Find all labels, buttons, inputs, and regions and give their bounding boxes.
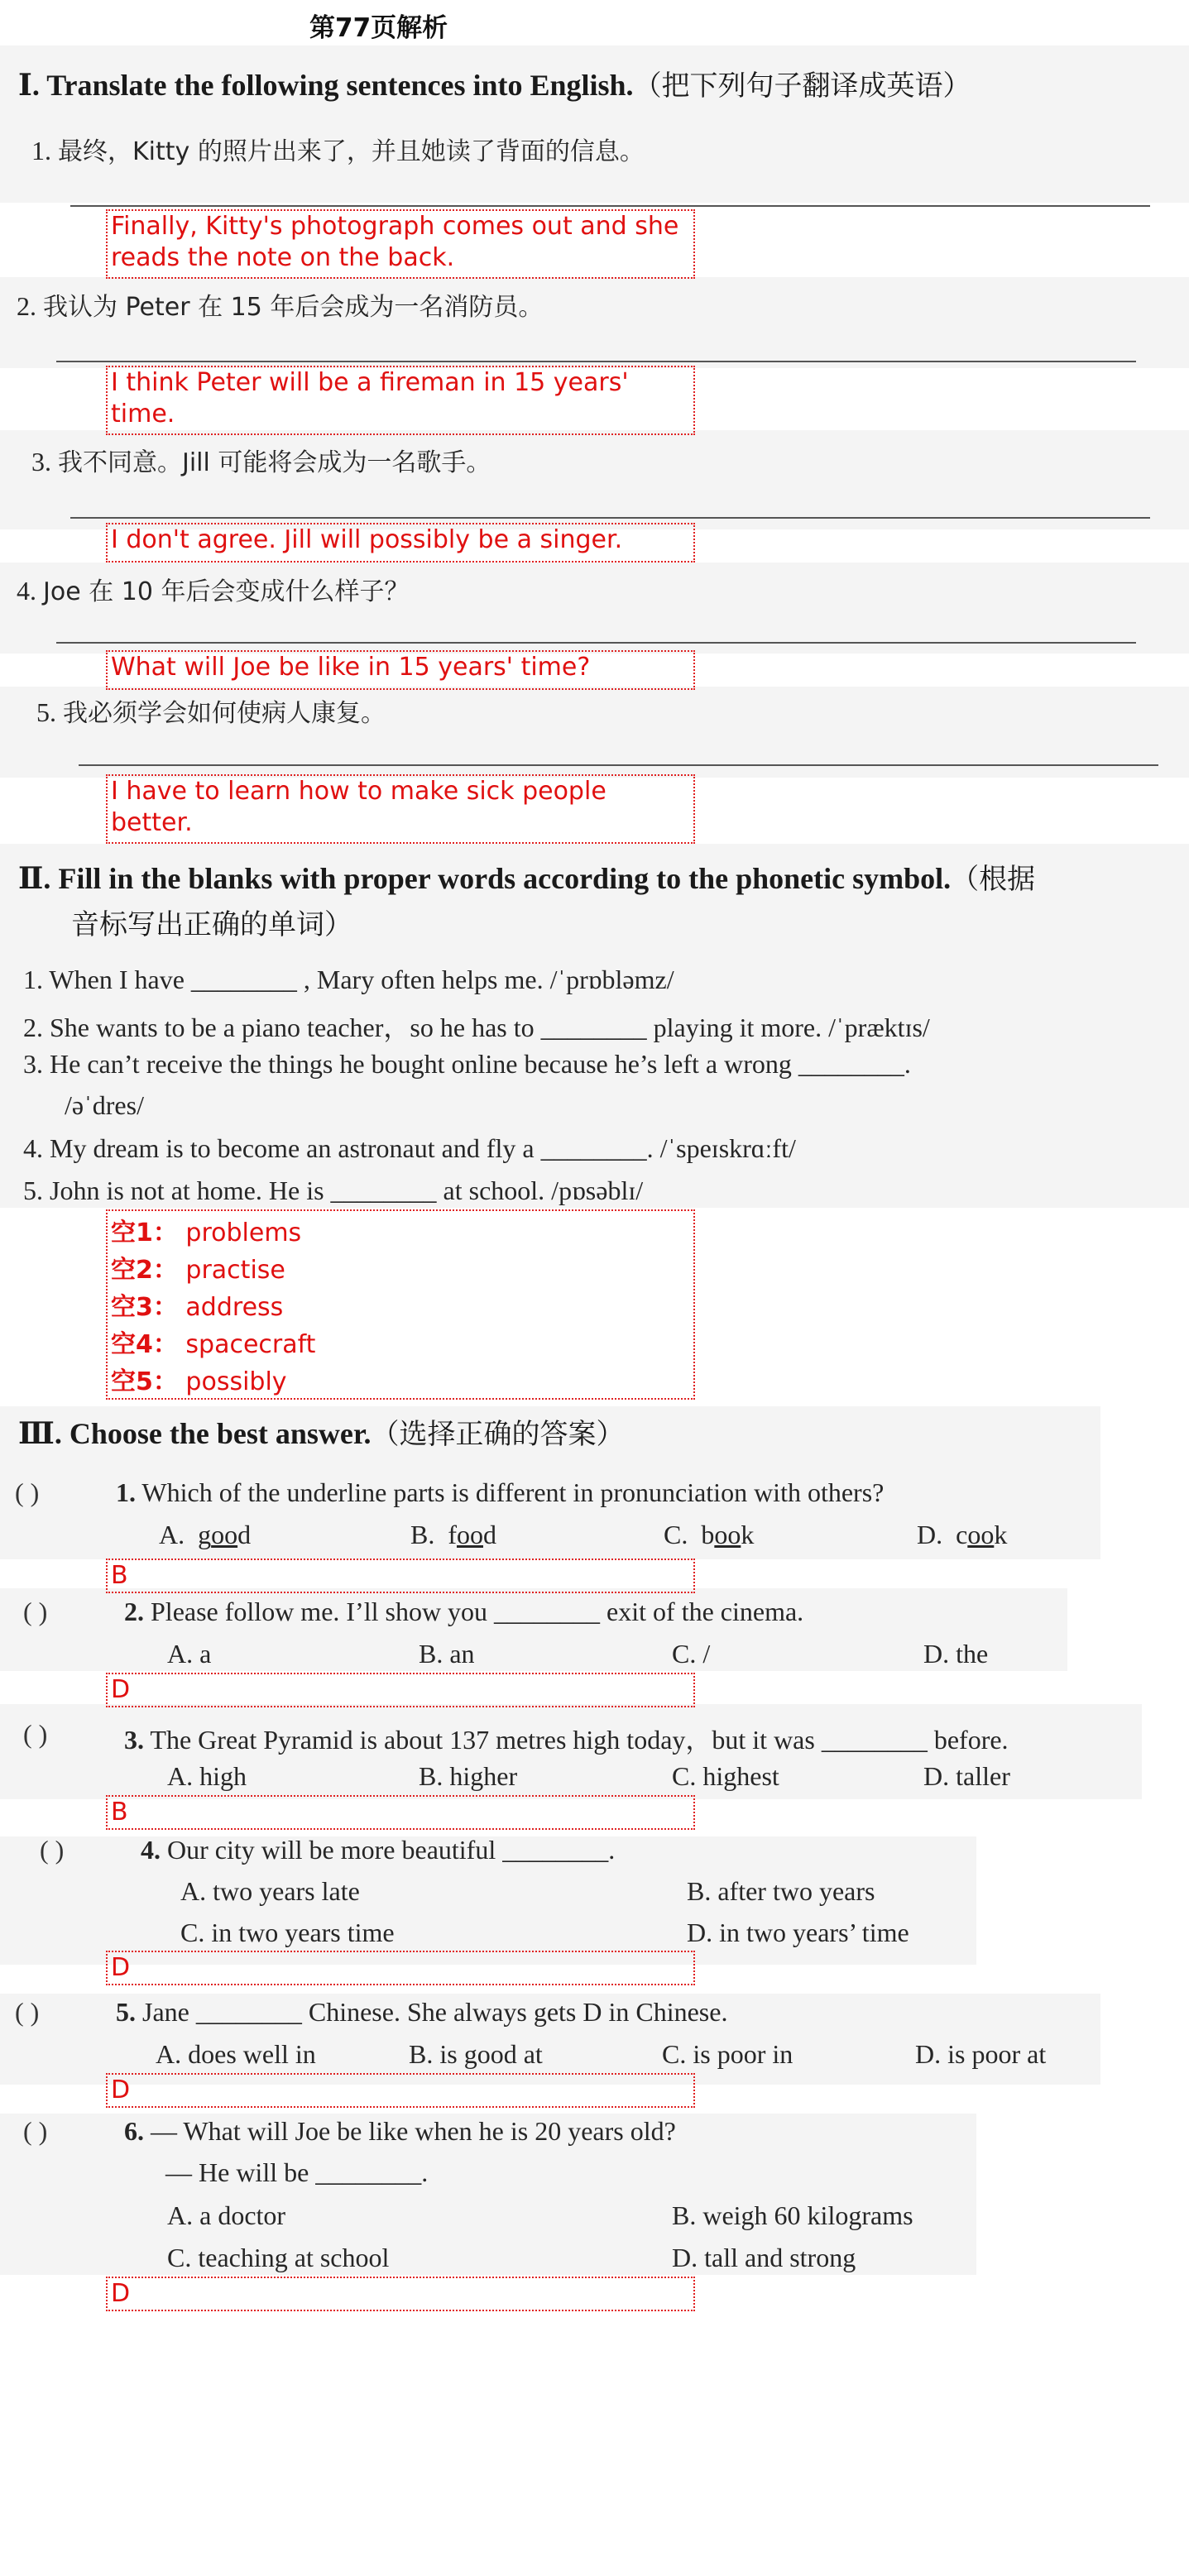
fill-item-3-phonetic: /əˈdres/: [65, 1090, 144, 1120]
section-2-heading: Ⅱ. Fill in the blanks with proper words according to the phonetic symbol.（根据: [18, 862, 1036, 896]
mc-4-option-c: C. in two years time: [180, 1918, 395, 1947]
mc-question-5: 5. Jane ________ Chinese. She always gets D in Chinese.: [116, 1997, 728, 2027]
mc-3-option-c: C. highest: [672, 1761, 779, 1791]
section-3-heading: Ⅲ. Choose the best answer.（选择正确的答案）: [18, 1417, 625, 1451]
answer-line: [70, 205, 1150, 207]
mc-4-option-a: A. two years late: [180, 1876, 360, 1906]
mc-question-1: 1. Which of the underline parts is different in pronunciation with others?: [116, 1477, 885, 1507]
mc-question-2: 2. Please follow me. I’ll show you ________ exit of the cinema.: [124, 1597, 804, 1626]
mc-2-option-b: B. an: [419, 1639, 475, 1669]
fill-answer-2: 空2： practise: [111, 1256, 285, 1285]
fill-item-1: 1. When I have ________ , Mary often helps me. /ˈprɒbləmz/: [23, 965, 674, 994]
answer-line: [56, 361, 1136, 362]
mc-answer-5: D: [106, 2073, 695, 2108]
mc-5-option-c: C. is poor in: [662, 2039, 793, 2069]
mc-1-option-b: B. food: [410, 1520, 496, 1549]
translate-item-2: 2. 我认为 Peter 在 15 年后会成为一名消防员。: [17, 291, 544, 322]
translate-item-1: 1. 最终，Kitty 的照片出来了，并且她读了背面的信息。: [31, 136, 645, 166]
mc-6-option-d: D. tall and strong: [672, 2243, 856, 2272]
fill-answer-4: 空4： spacecraft: [111, 1330, 316, 1359]
answer-box: I think Peter will be a fireman in 15 years' time.: [106, 366, 695, 435]
fill-item-3: 3. He can’t receive the things he bought online because he’s left a wrong ________.: [23, 1049, 911, 1079]
translate-item-4: 4. Joe 在 10 年后会变成什么样子？: [17, 576, 410, 606]
mc-3-option-d: D. taller: [923, 1761, 1010, 1791]
mc-1-option-a: A. good: [159, 1520, 252, 1549]
mc-6-option-c: C. teaching at school: [167, 2243, 390, 2272]
mc-3-option-a: A. high: [167, 1761, 247, 1791]
mc-4-option-d: D. in two years’ time: [687, 1918, 909, 1947]
mc-4-option-b: B. after two years: [687, 1876, 875, 1906]
mc-5-option-a: A. does well in: [156, 2039, 316, 2069]
answer-paren: ( ): [15, 1997, 40, 2027]
mc-answer-2: D: [106, 1673, 695, 1707]
answer-line: [56, 642, 1136, 644]
answer-paren: ( ): [23, 1719, 48, 1749]
answer-line: [70, 517, 1150, 519]
mc-2-option-a: A. a: [167, 1639, 212, 1669]
mc-answer-1: B: [106, 1559, 695, 1593]
answer-line: [79, 764, 1158, 766]
mc-answer-3: B: [106, 1795, 695, 1830]
mc-answer-4: D: [106, 1951, 695, 1985]
answer-box: What will Joe be like in 15 years' time?: [106, 650, 695, 690]
mc-1-option-d: D. cook: [917, 1520, 1008, 1549]
fill-answer-box: [106, 1209, 695, 1400]
fill-answer-5: 空5： possibly: [111, 1367, 287, 1396]
answer-box: Finally, Kitty's photograph comes out and she reads the note on the back.: [106, 209, 695, 279]
fill-item-2: 2. She wants to be a piano teacher，so he has to ________ playing it more. /ˈpræktɪs/: [23, 1013, 930, 1042]
mc-question-6-line2: — He will be ________.: [165, 2157, 429, 2187]
fill-item-4: 4. My dream is to become an astronaut and fly a ________. /ˈspeɪskrɑːft/: [23, 1133, 796, 1163]
mc-5-option-d: D. is poor at: [915, 2039, 1047, 2069]
mc-5-option-b: B. is good at: [409, 2039, 543, 2069]
section-2-heading-cont: 音标写出正确的单词）: [71, 908, 352, 941]
answer-paren: ( ): [23, 2116, 48, 2146]
mc-question-4: 4. Our city will be more beautiful ________.: [141, 1835, 616, 1865]
section-1-heading: Ⅰ. Translate the following sentences into English.（把下列句子翻译成英语）: [18, 69, 971, 103]
mc-question-3: 3. The Great Pyramid is about 137 metres high today，but it was ________ before.: [124, 1725, 1009, 1755]
mc-1-option-c: C. book: [664, 1520, 755, 1549]
answer-paren: ( ): [40, 1835, 65, 1865]
mc-6-option-a: A. a doctor: [167, 2200, 286, 2230]
mc-answer-6: D: [106, 2277, 695, 2311]
mc-2-option-d: D. the: [923, 1639, 989, 1669]
mc-6-option-b: B. weigh 60 kilograms: [672, 2200, 913, 2230]
mc-2-option-c: C. /: [672, 1639, 711, 1669]
fill-item-5: 5. John is not at home. He is ________ at school. /pɒsəblɪ/: [23, 1175, 644, 1205]
fill-answer-3: 空3： address: [111, 1293, 284, 1322]
mc-3-option-b: B. higher: [419, 1761, 518, 1791]
page-title: 第77页解析: [309, 13, 448, 43]
mc-question-6: 6. — What will Joe be like when he is 20 years old?: [124, 2116, 676, 2146]
fill-answer-1: 空1： problems: [111, 1219, 302, 1247]
answer-box: I have to learn how to make sick people better.: [106, 774, 695, 844]
answer-paren: ( ): [15, 1477, 40, 1507]
answer-box: I don't agree. Jill will possibly be a singer.: [106, 523, 695, 563]
translate-item-5: 5. 我必须学会如何使病人康复。: [36, 697, 386, 728]
answer-paren: ( ): [23, 1597, 48, 1626]
translate-item-3: 3. 我不同意。Jill 可能将会成为一名歌手。: [31, 447, 491, 477]
